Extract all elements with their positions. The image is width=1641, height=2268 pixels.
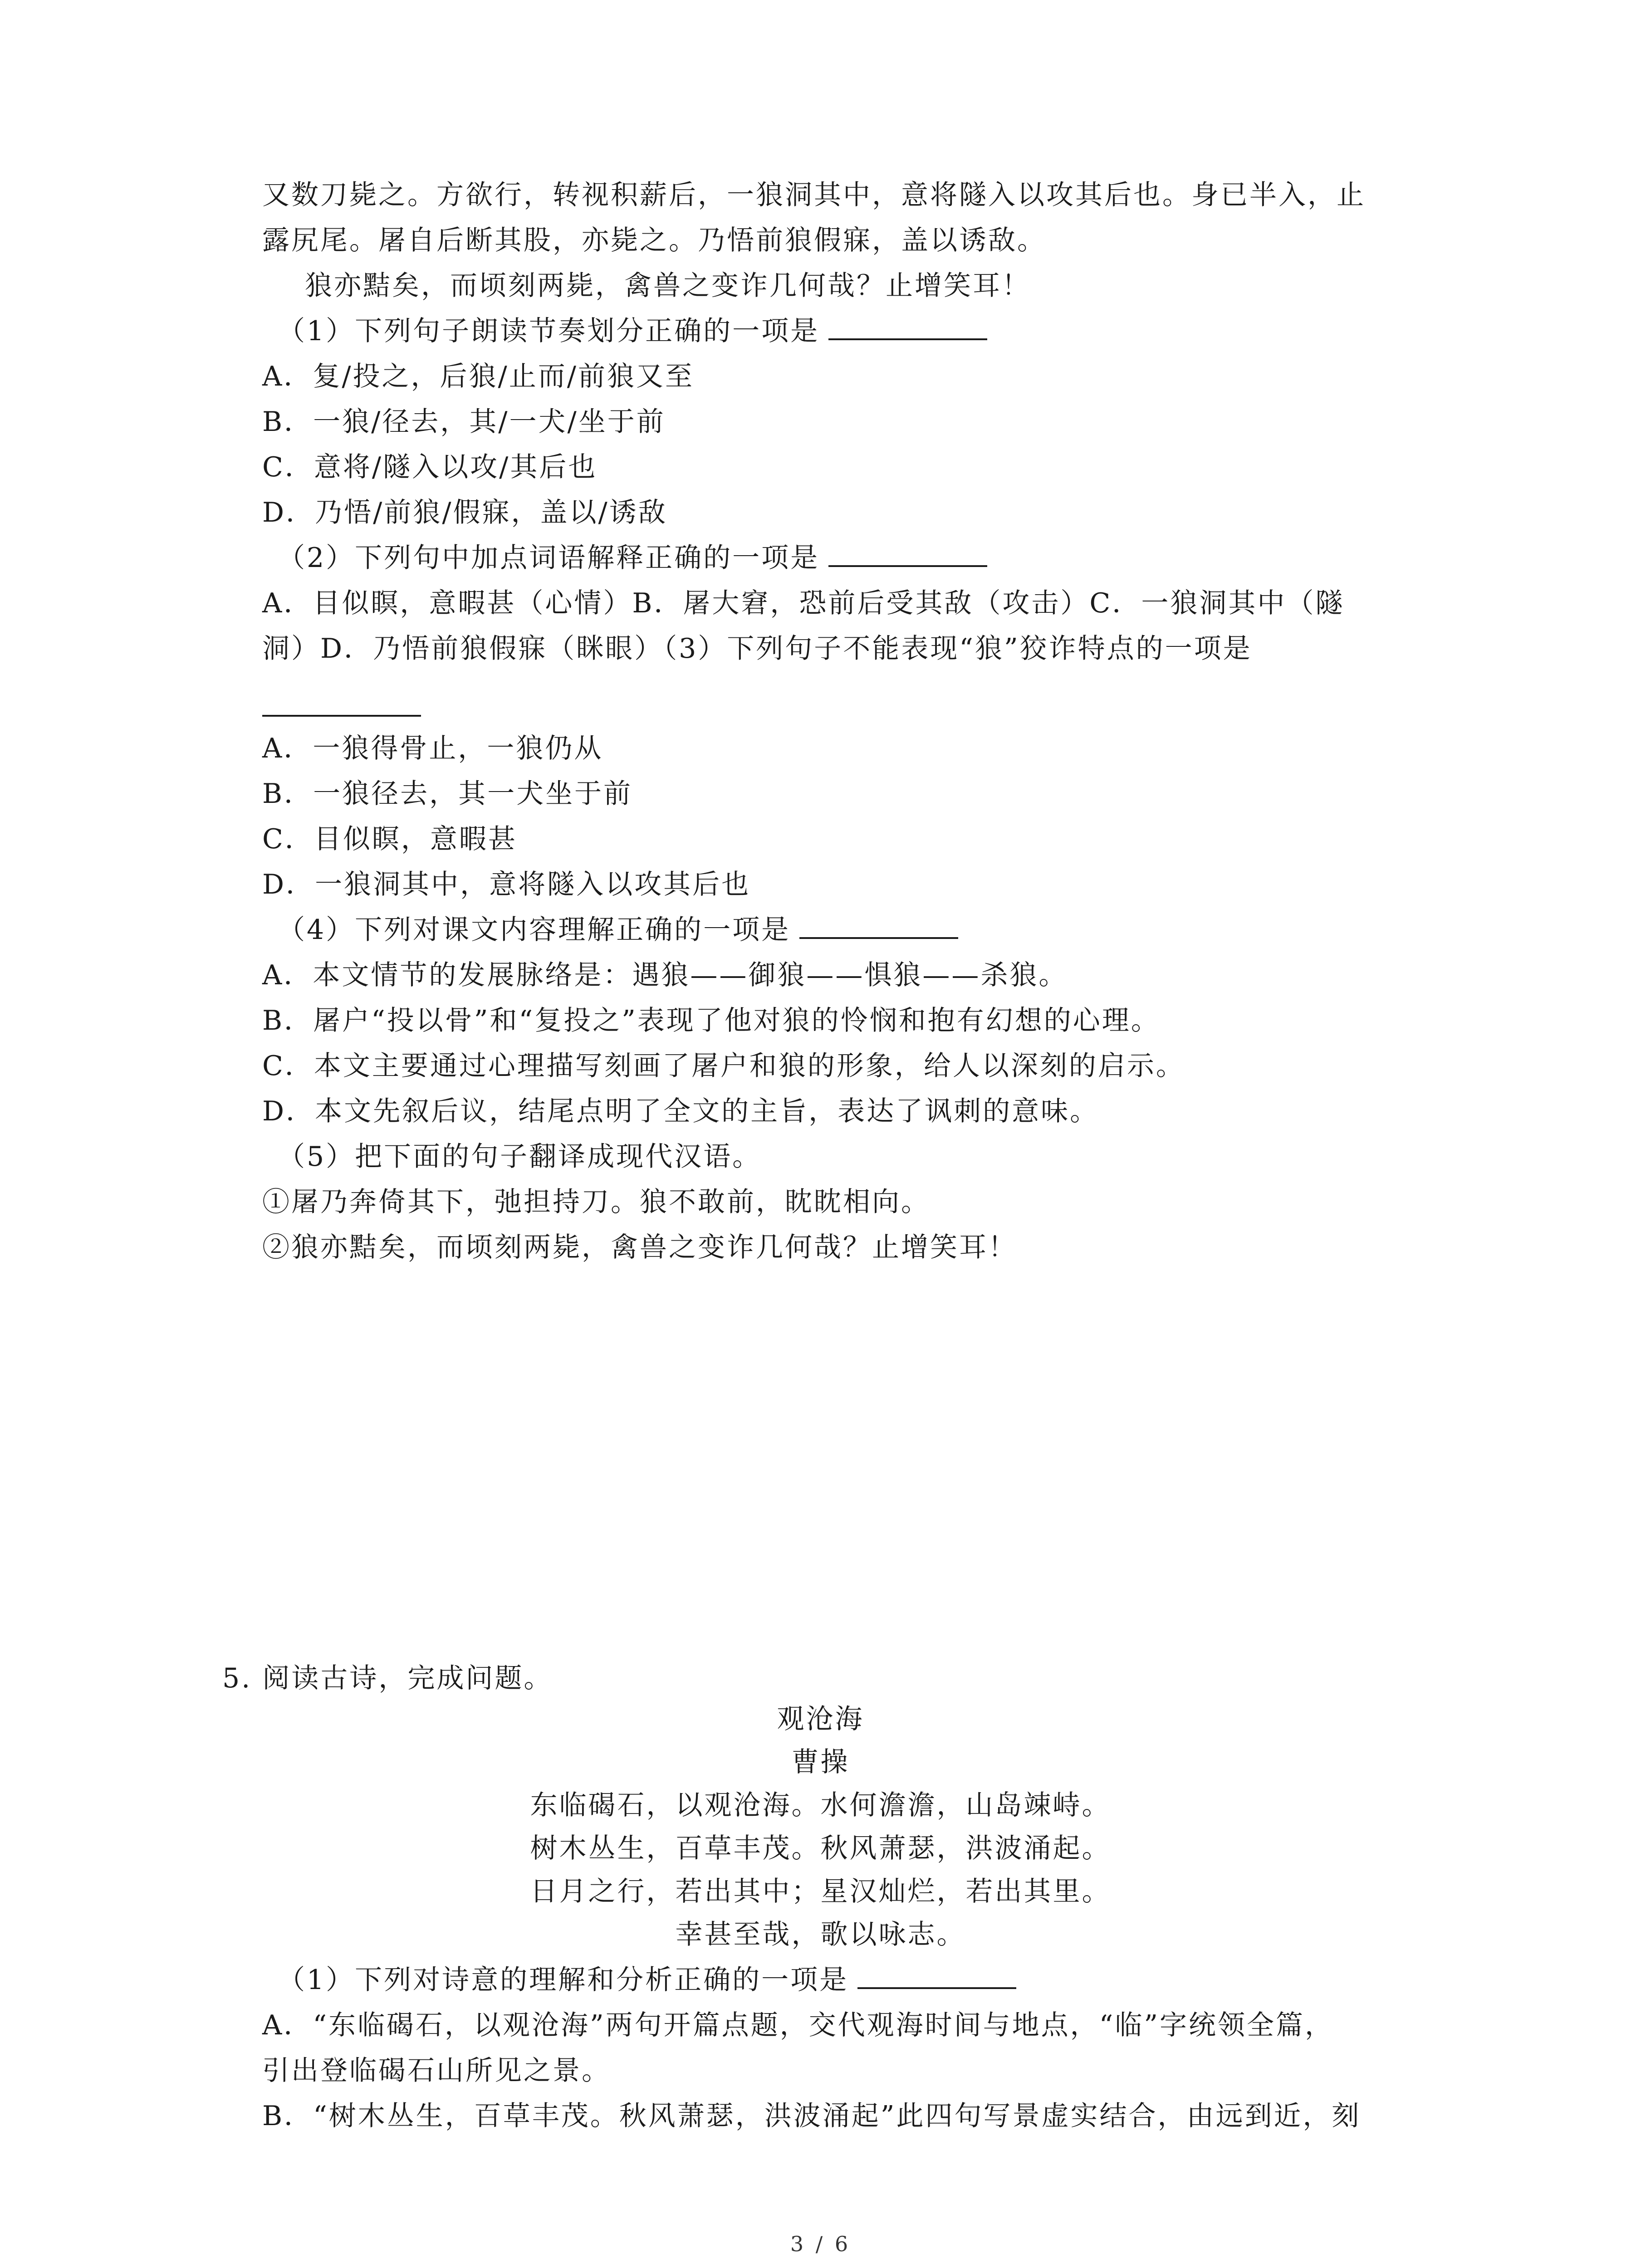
- question-stem: （1）下列对诗意的理解和分析正确的一项是: [278, 1964, 849, 1996]
- answer-blank[interactable]: [799, 912, 958, 939]
- poem-line: 日月之行，若出其中；星汉灿烂，若出其里。: [530, 1876, 1111, 1907]
- question-4-1: [278, 313, 987, 349]
- passage-final-paragraph: 狼亦黠矣，而顷刻两毙，禽兽之变诈几何哉？止增笑耳！: [305, 270, 1031, 302]
- page-number: 3 / 6: [790, 2232, 851, 2256]
- poem-line: 树木丛生，百草丰茂。秋风萧瑟，洪波涌起。: [530, 1833, 1111, 1864]
- option-a: A．“东临碣石，以观沧海”两句开篇点题，交代观海时间与地点，“临”字统领全篇，: [262, 2009, 1334, 2041]
- question-5-1: [278, 1962, 1016, 1998]
- options-line: A．目似瞑，意暇甚（心情）B．屠大窘，恐前后受其敌（攻击）C．一狼洞其中（隧: [262, 587, 1345, 619]
- option-c: C．本文主要通过心理描写刻画了屠户和狼的形象，给人以深刻的启示。: [262, 1050, 1185, 1082]
- option-d: D．乃悟/前狼/假寐，盖以/诱敌: [262, 497, 667, 528]
- answer-blank[interactable]: [828, 540, 987, 567]
- option-b: B．屠户“投以骨”和“复投之”表现了他对狼的怜悯和抱有幻想的心理。: [262, 1005, 1160, 1036]
- option-c: C．目似瞑，意暇甚: [262, 823, 517, 855]
- option-b: B．一狼/径去，其/一犬/坐于前: [262, 406, 666, 438]
- translation-item: ②狼亦黠矣，而顷刻两毙，禽兽之变诈几何哉？止增笑耳！: [262, 1232, 1017, 1263]
- options-line: 洞）D．乃悟前狼假寐（眯眼）（3）下列句子不能表现“狼”狡诈特点的一项是: [262, 633, 1252, 665]
- option-c: C．意将/隧入以攻/其后也: [262, 451, 598, 483]
- answer-blank[interactable]: [828, 313, 987, 340]
- option-a: A．复/投之，后狼/止而/前狼又至: [262, 361, 694, 392]
- poem-line: 幸甚至哉，歌以咏志。: [675, 1919, 966, 1950]
- poem-line: 东临碣石，以观沧海。水何澹澹，山岛竦峙。: [530, 1789, 1111, 1821]
- option-d: D．本文先叙后议，结尾点明了全文的主旨，表达了讽刺的意味。: [262, 1095, 1099, 1127]
- option-b: B．一狼径去，其一犬坐于前: [262, 778, 633, 810]
- passage-line: 又数刀毙之。方欲行，转视积薪后，一狼洞其中，意将隧入以攻其后也。身已半入，止: [262, 179, 1366, 211]
- translation-item: ①屠乃奔倚其下，弛担持刀。狼不敢前，眈眈相向。: [262, 1186, 930, 1218]
- option-a: A．本文情节的发展脉络是：遇狼——御狼——惧狼——杀狼。: [262, 959, 1068, 991]
- question-4-4: [278, 912, 958, 948]
- poem-title: 观沧海: [777, 1703, 864, 1735]
- passage-line: 露尻尾。屠自后断其股，亦毙之。乃悟前狼假寐，盖以诱敌。: [262, 225, 1046, 256]
- answer-blank[interactable]: [857, 1962, 1016, 1989]
- question-stem: （4）下列对课文内容理解正确的一项是: [278, 914, 791, 946]
- option-b: B．“树木丛生，百草丰茂。秋风萧瑟，洪波涌起”此四句写景虚实结合，由远到近，刻: [262, 2100, 1361, 2132]
- question-stem: （1）下列句子朗读节奏划分正确的一项是: [278, 315, 820, 347]
- option-a: A．一狼得骨止，一狼仍从: [262, 733, 603, 764]
- question-4-5: （5）把下面的句子翻译成现代汉语。: [278, 1141, 762, 1173]
- question-5-heading: 5. 阅读古诗，完成问题。: [222, 1662, 553, 1694]
- question-4-2: [278, 540, 987, 576]
- option-a-continued: 引出登临碣石山所见之景。: [262, 2055, 611, 2087]
- option-d: D．一狼洞其中，意将隧入以攻其后也: [262, 869, 751, 900]
- question-stem: （2）下列句中加点词语解释正确的一项是: [278, 542, 820, 574]
- answer-blank[interactable]: [262, 689, 421, 717]
- poem-author: 曹操: [791, 1746, 850, 1778]
- question-4-3-blank-line: [262, 689, 421, 726]
